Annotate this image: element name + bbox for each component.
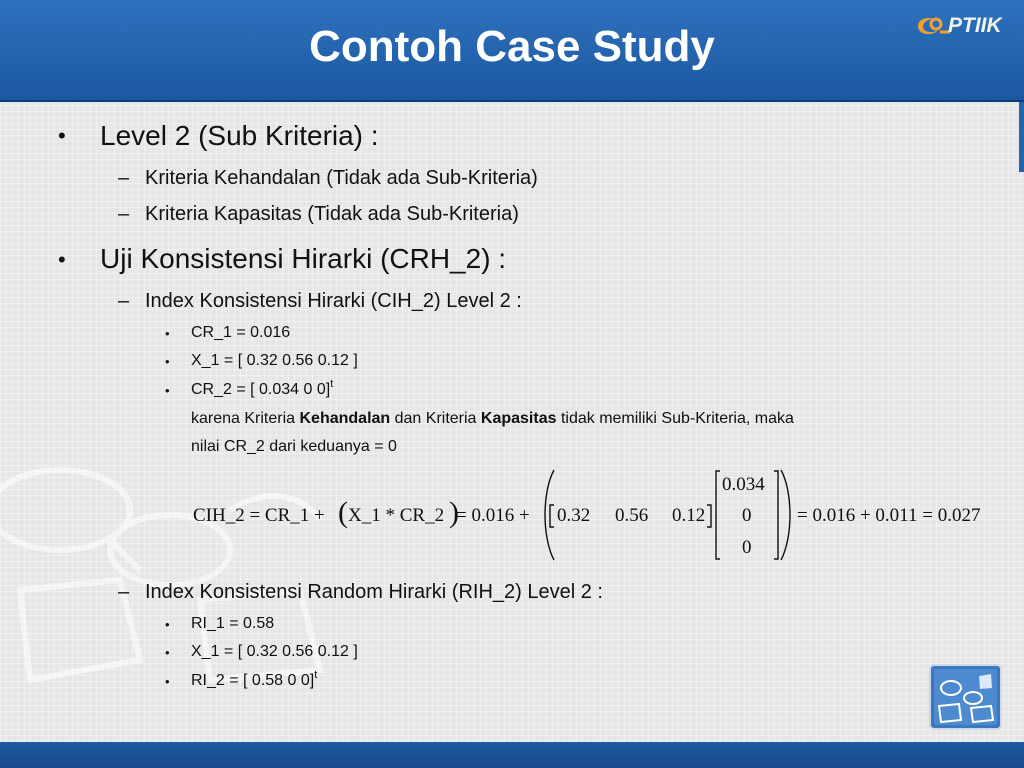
logo-text: PTIIK	[948, 14, 1002, 37]
rih-x1: X_1 = [ 0.32 0.56 0.12 ]	[191, 643, 358, 660]
dash-marker: –	[118, 290, 130, 312]
dash-marker: –	[118, 581, 130, 603]
paren-close: )	[449, 496, 459, 529]
cih-cr2-text: CR_2 = [ 0.034 0 0]	[191, 381, 331, 398]
sub-bullet-cih: Index Konsistensi Hirarki (CIH_2) Level 2 :	[145, 290, 522, 312]
sub-bullet-kehandalan: Kriteria Kehandalan (Tidak ada Sub-Kriteria)	[145, 167, 538, 189]
row-vector-1: 0.56	[615, 505, 649, 526]
rih-ri1: RI_1 = 0.58	[191, 615, 275, 632]
row-vector-0: 0.32	[557, 505, 591, 526]
row-vector-2: 0.12	[672, 505, 706, 526]
equation-paren-inner: X_1 * CR_2	[348, 505, 445, 526]
equation-rhs: = 0.016 + 0.011 = 0.027	[797, 505, 981, 526]
small-bullet-dot: •	[165, 326, 170, 341]
ptiik-logo	[914, 12, 1014, 40]
note-bold-kapasitas: Kapasitas	[480, 410, 557, 427]
col-vector-0: 0.034	[722, 474, 765, 495]
bullet-dot: •	[58, 123, 66, 148]
small-bullet-dot: •	[165, 674, 170, 689]
equation-mid: = 0.016 +	[456, 505, 530, 526]
equation-lhs: CIH_2 = CR_1 +	[193, 505, 325, 526]
bullet-dot: •	[58, 247, 66, 272]
diagram-thumbnail-icon	[929, 664, 1002, 730]
cih-cr1: CR_1 = 0.016	[191, 324, 291, 341]
note-bold-kehandalan: Kehandalan	[299, 410, 391, 427]
rih-ri2	[191, 669, 318, 690]
small-bullet-dot: •	[165, 354, 170, 369]
small-bullet-dot: •	[165, 617, 170, 632]
cih-cr2	[191, 378, 334, 399]
rih-ri2-text: RI_2 = [ 0.58 0 0]	[191, 672, 315, 689]
small-bullet-dot: •	[165, 645, 170, 660]
slide-footer-bar	[0, 742, 1024, 768]
bullet-uji-konsistensi: Uji Konsistensi Hirarki (CRH_2) :	[100, 243, 507, 274]
note-text-e: tidak memiliki Sub-Kriteria, maka	[556, 410, 794, 427]
dash-marker: –	[118, 167, 130, 189]
dash-marker: –	[118, 203, 130, 225]
slide-header	[0, 0, 1024, 102]
cih-x1: X_1 = [ 0.32 0.56 0.12 ]	[191, 352, 358, 369]
paren-open: (	[338, 496, 348, 529]
transpose-mark: t	[330, 378, 334, 390]
col-vector-2: 0	[742, 537, 752, 558]
note-line-2: nilai CR_2 dari keduanya = 0	[191, 438, 397, 455]
transpose-mark: t	[314, 669, 318, 681]
note-text-c: dan Kriteria	[390, 410, 481, 427]
col-vector-1: 0	[742, 505, 752, 526]
sub-bullet-rih: Index Konsistensi Random Hirarki (RIH_2) Level 2 :	[145, 581, 603, 603]
right-accent-strip	[1019, 102, 1024, 172]
small-bullet-dot: •	[165, 383, 170, 398]
sub-bullet-kapasitas: Kriteria Kapasitas (Tidak ada Sub-Kriteria)	[145, 203, 519, 225]
note-text-a: karena Kriteria	[191, 410, 300, 427]
bullet-level2: Level 2 (Sub Kriteria) :	[100, 120, 379, 151]
note-line-1	[191, 410, 794, 428]
slide-title: Contoh Case Study	[309, 22, 715, 71]
